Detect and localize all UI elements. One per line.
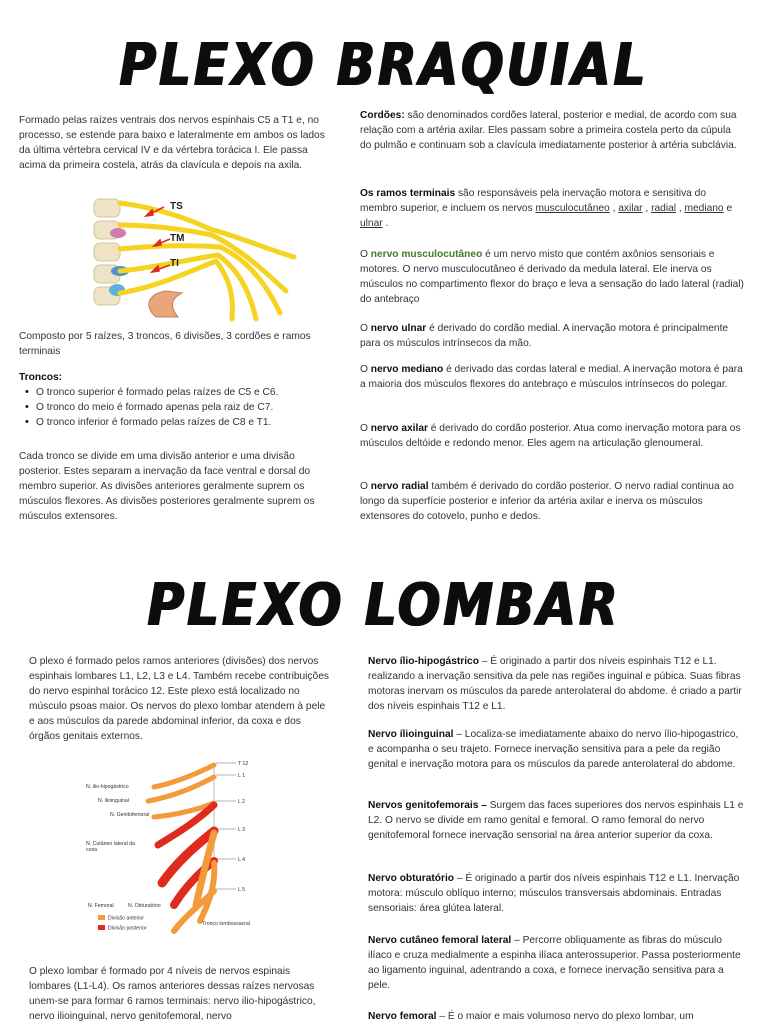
nervo-musculocutaneo-name: nervo musculocutâneo <box>370 249 483 260</box>
list-item: • O tronco do meio é formado apenas pela raiz de C7. <box>19 400 334 415</box>
braquial-divisions: Cada tronco se divide em uma divisão anterior e uma divisão posterior. Estes separam a inervação da face ventral e dorsal do membro superior. As divisões anteriores geralmente suprem os músculos flexores. As divisões posteriores geralmente suprem os músculos extensores. <box>19 451 315 522</box>
nervo-axilar-name: nervo axilar <box>370 423 428 434</box>
troncos-heading: Troncos: <box>19 372 63 383</box>
nervo-ilioinguinal-name: Nervo ílioinguinal <box>368 729 454 740</box>
page-title-plexo-lombar: PLEXO LOMBAR <box>147 570 621 640</box>
nervo-ulnar-name: nervo ulnar <box>370 323 427 334</box>
braquial-intro: Formado pelas raízes ventrais dos nervos espinhais C5 a T1 e, no processo, se estende para baixo e lateralmente em ambos os lados da última vértebra cervical IV e da vértebra torácica I. Ele passa acima da primeira costela, atrás da clavícula e depois na axila. <box>19 115 325 171</box>
ramos-paragraph: Os ramos terminais são responsáveis pela inervação motora e sensitiva do membro superior, e incluem os nervos musculocutâneo , axilar , radial , mediano e ulnar . <box>360 188 733 229</box>
list-item: • O tronco inferior é formado pelas raízes de C8 e T1. <box>19 415 334 430</box>
link-ulnar[interactable]: ulnar <box>360 218 383 229</box>
label-t12: T 12 <box>238 761 249 767</box>
nervo-femoral-paragraph: Nervo femoral – É o maior e mais volumoso nervo do plexo lombar, um <box>368 1011 694 1022</box>
nervo-ilio-hipogastrico-name: Nervo ílio-hipogástrico <box>368 656 479 667</box>
braquial-composition: Composto por 5 raízes, 3 troncos, 6 divisões, 3 cordões e ramos terminais <box>19 331 311 357</box>
label-l3: L 3 <box>238 827 246 833</box>
nervo-cutaneo-femoral-name: Nervo cutâneo femoral lateral <box>368 935 512 946</box>
legend-posterior-swatch <box>98 925 105 930</box>
label-ilioinguinal: N. ilioinguinal <box>98 798 129 804</box>
nervo-obturatorio-name: Nervo obturatório <box>368 873 455 884</box>
nervo-radial-name: nervo radial <box>370 481 429 492</box>
label-tm: TM <box>170 233 185 244</box>
label-obturatorio: N. Obturatório <box>128 903 161 909</box>
label-tronco-lombossacral: Tronco lombossacral <box>202 921 250 927</box>
link-mediano[interactable]: mediano <box>684 203 724 214</box>
troncos-section <box>19 370 334 430</box>
legend-posterior-label: Divisão posterior <box>108 925 147 932</box>
page-title-plexo-braquial: PLEXO BRAQUIAL <box>119 30 649 100</box>
nervo-obturatorio-paragraph: Nervo obturatório – É originado a partir dos níveis espinhais T12 e L1. Inervação motora: músculo oblíquo interno; músculos transversais abdominais. Entradas sensoriais: área glútea lateral. <box>368 873 740 914</box>
link-musculocutaneo[interactable]: musculocutâneo <box>535 203 610 214</box>
legend-anterior-label: Divisão anterior <box>108 915 145 922</box>
cordoes-paragraph: Cordões: são denominados cordões lateral, posterior e medial, de acordo com sua relação com a artéria axilar. Eles passam sobre a primeira costela perto da cúpula do pulmão e continuam sob a clavícula imediatamente posterior à artéria subclávia. <box>360 110 737 151</box>
nervo-mediano-name: nervo mediano <box>370 364 444 375</box>
troncos-list <box>19 385 334 430</box>
nervo-cutaneo-femoral-paragraph: Nervo cutâneo femoral lateral – Percorre obliquamente as fibras do músculo ilíaco e cruza medialmente a espinha ilíaca anterossuperior. Passa posteriormente ao ligamento inguinal, adentrando a coxa, e fornece inervação sensitiva para a pele. <box>368 935 741 991</box>
label-ts: TS <box>170 201 183 212</box>
label-l5: L 5 <box>238 887 246 893</box>
link-radial[interactable]: radial <box>651 203 677 214</box>
label-l4: L 4 <box>238 857 246 863</box>
nervo-axilar-paragraph: O nervo axilar é derivado do cordão posterior. Atua como inervação motora para os músculos deltóide e redondo menor. Eles agem na articulação glenoumeral. <box>360 423 741 449</box>
nervo-musculocutaneo-paragraph: O nervo musculocutâneo é um nervo misto que contém axônios sensoriais e motores. O nervo musculocutâneo é derivado da medula lateral. Ele inerva os músculos no compartimento flexor do braço e leva a sensação do lado lateral (radial) do antebraço <box>360 249 744 305</box>
nervo-radial-paragraph: O nervo radial também é derivado do cordão posterior. O nervo radial continua ao longo da superfície posterior e inferior da artéria axilar e inerva os músculos extensores do cotovelo, punho e dedos. <box>360 481 734 522</box>
label-femoral: N. Femoral <box>88 903 114 909</box>
ramos-heading: Os ramos terminais <box>360 188 456 199</box>
nervo-mediano-paragraph: O nervo mediano é derivado das cordas lateral e medial. A inervação motora é para a maioria dos músculos flexores do antebraço e músculos intrínsecos do polegar. <box>360 364 743 390</box>
nervos-genitofemorais-name: Nervos genitofemorais – <box>368 800 487 811</box>
label-l2: L 2 <box>238 799 246 805</box>
lombar-outro: O plexo lombar é formado por 4 níveis de nervos espinais lombares (L1-L4). Os ramos anteriores dessas raízes nervosas unem-se para formar 6 ramos terminais: nervo ilio-hipogástrico, nervo ilioinguinal, nervo genitofemoral, nervo <box>29 966 316 1022</box>
lumbar-plexus-figure <box>84 755 334 943</box>
list-item: • O tronco superior é formado pelas raízes de C5 e C6. <box>19 385 334 400</box>
label-genitofemoral: N. Genitofemoral <box>110 812 150 818</box>
nervo-femoral-name: Nervo femoral <box>368 1011 437 1022</box>
nervo-ilio-hipogastrico-paragraph: Nervo ílio-hipogástrico – É originado a partir dos níveis espinhais T12 e L1. realizando a inervação sensitiva da pele nas regiões inguinal e púbica. Suas fibras motoras inervam os músculos da parede anterolateral do abdome. é criado a partir dos níveis espinhais T12 e L1. <box>368 656 742 712</box>
nervos-genitofemorais-paragraph: Nervos genitofemorais – Surgem das faces superiores dos nervos espinhais L1 e L2. O nervo se divide em ramo genital e femoral. O ramo femoral do nervo genitofemoral fornece inervação sensorial na área anterior superior da coxa. <box>368 800 744 841</box>
label-l1: L 1 <box>238 773 246 779</box>
brachial-plexus-figure <box>90 193 302 325</box>
cordoes-heading: Cordões: <box>360 110 405 121</box>
nervo-ulnar-paragraph: O nervo ulnar é derivado do cordão medial. A inervação motora é principalmente para os músculos intrínsecos da mão. <box>360 323 729 349</box>
link-axilar[interactable]: axilar <box>618 203 643 214</box>
label-ilio-hipogastrico: N. ilio-hipogástrico <box>86 784 129 790</box>
nervo-ilioinguinal-paragraph: Nervo ílioinguinal – Localiza-se imediatamente abaixo do nervo ílio-hipogastrico, e acompanha o seu trajeto. Fornece inervação sensitiva para a pele da região genital e inervação motora para os músculos da parede anterolateral do abdome. <box>368 729 739 770</box>
label-ti: TI <box>170 258 179 269</box>
lombar-intro: O plexo é formado pelos ramos anteriores (divisões) dos nervos espinhais lombares L1, L2, L3 e L4. Também recebe contribuições do nervo espinhal torácico 12. Este plexo está localizado no músculo psoas maior. Os nervos do plexo lombar atendem à pele e aos músculos da parede abdominal inferior, da coxa e dos órgãos genitais externos. <box>29 656 329 742</box>
legend-anterior-swatch <box>98 915 105 920</box>
label-cutaneo-lateral: N. Cutâneo lateral da coxa <box>86 841 136 853</box>
